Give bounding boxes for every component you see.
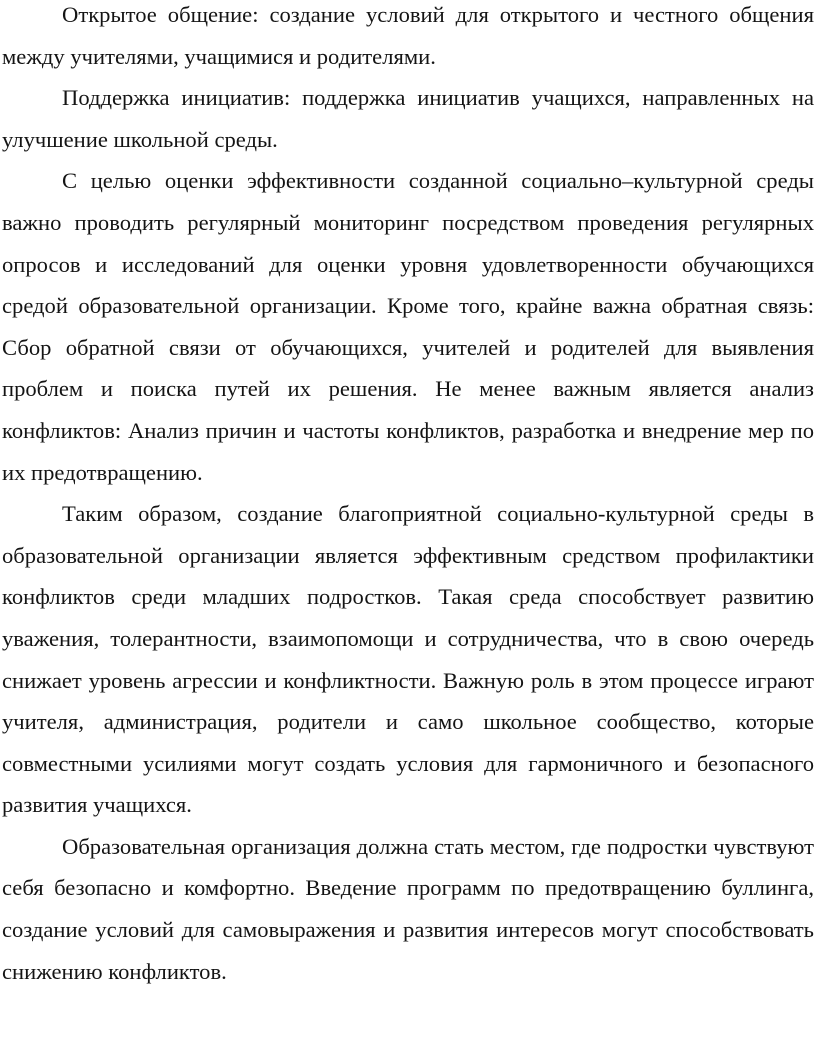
paragraph-safe-environment: Образовательная организация должна стать местом, где подростки чувствуют себя безопасно и комфортно. Введение программ по предотвращению буллинга, создание условий для самовыражения и развития интересов могут способствовать снижению конфликтов. xyxy=(2,833,814,984)
paragraph-open-communication: Открытое общение: создание условий для открытого и честного общения между учителями, учащимися и родителями. xyxy=(2,2,814,69)
paragraph-conclusion: Таким образом, создание благоприятной социально-культурной среды в образовательной организации является эффективным средством профилактики конфликтов среди младших подростков. Такая среда способствует развитию уважения, толерантности, взаимопомощи и сотрудничества, что в свою очередь снижает уровень агрессии и конфликтности. Важную роль в этом процессе играют учителя, администрация, родители и само школьное сообщество, которые совместными усилиями могут создать условия для гармоничного и безопасного развития учащихся. xyxy=(2,501,814,818)
paragraph-monitoring: С целью оценки эффективности созданной социально–культурной среды важно проводить регулярный мониторинг посредством проведения регулярных опросов и исследований для оценки уровня удовлетворенности обучающихся средой образовательной организации. Кроме того, крайне важна обратная связь: Сбор обратной связи от обучающихся, учителей и родителей для выявления проблем и поиска путей их решения. Не менее важным является анализ конфликтов: Анализ причин и частоты конфликтов, разработка и внедрение мер по их предотвращению. xyxy=(2,168,814,485)
paragraph-initiative-support: Поддержка инициатив: поддержка инициатив учащихся, направленных на улучшение школьной среды. xyxy=(2,85,814,152)
